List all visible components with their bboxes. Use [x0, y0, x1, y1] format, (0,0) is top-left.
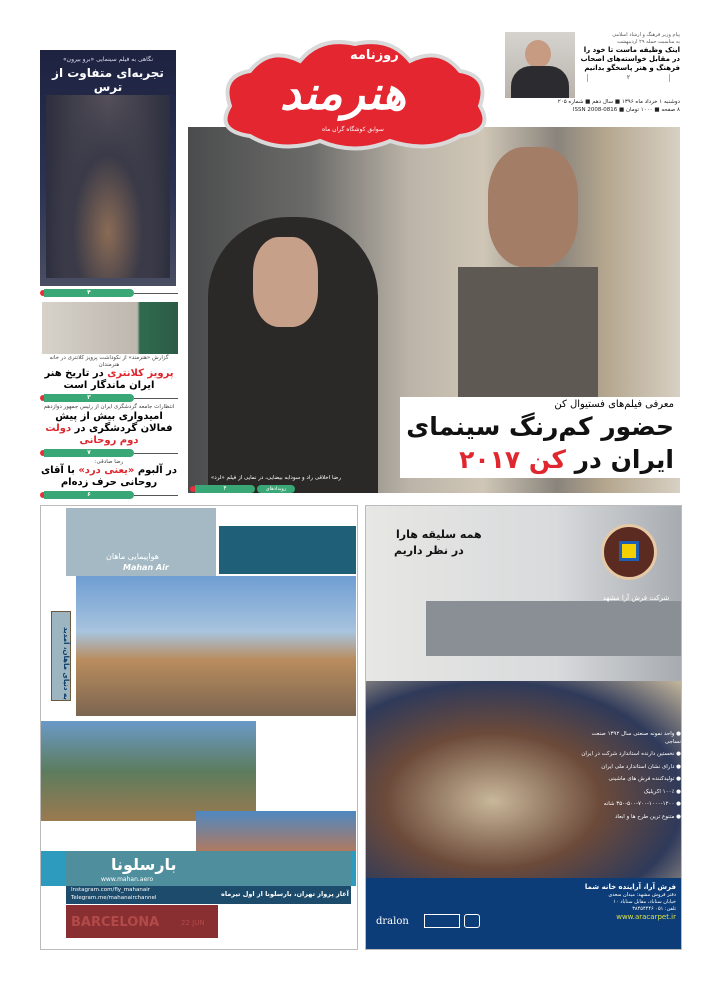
main-photo-caption: رضا اخلاقی راد و سودابه بیضایی، در نمایی از فیلم «لرد»: [210, 475, 341, 481]
mahan-air-ad[interactable]: هواپیمایی ماهان Mahan Air به دنیای ماهان، آمدید بارسلونا www.mahan.aero Instagram.com/fly_mahanair Telegram.me/mahanairchannel آغاز پرواز تهران، بارسلونا از اول تیرماه BARCELONA 22 JUN: [40, 505, 358, 950]
standard-icon: [464, 914, 480, 928]
poster-kicker: نگاهی به فیلم سینمایی «برو بیرون»: [63, 56, 153, 63]
story-kalantari[interactable]: گزارش «هنرمند» از نکوداشت پرویز کلانتری در خانه هنرمندان پرویز کلانتری در تاریخ هنر ایران ماندگار است: [44, 355, 174, 391]
aracarpet-ad[interactable]: همه سلیقه هارا در نظر داریم شرکت فرش آرا مشهد ● واحد نمونه صنعتی سال ۱۳۹۲ صنعت نساجی ● نخستین دارنده استاندارد شرکت در ایران ● دارای نشان استاندارد ملی ایران ● تولیدکننده فرش های ماشینی ● ۱۰۰٪ اکریلیک ● ۳۵۰-۵۰۰-۷۰۰-۱۰۰۰-۱۲۰۰ شانه ● متنوع ترین طرح ها و ابعاد فرش آرا، آراینده خانه شما دفتر فروش مشهد: میدان سعدی خیابان سناباد، مقابل سناباد ۱۰ تلفن: ۰۵۱ ۳۸۴۵۴۴۴۶ www.aracarpet.ir dralon: [365, 505, 682, 950]
top-story[interactable]: پیام وزیر فرهنگ و ارشاد اسلامی به مناسبت حمله ۲۹ اردیبهشت اینک وظیفه ماست تا خود را در مقابل خواسته‌های اصحاب فرهنگ و هنر پاسخگو بدانیم ۲: [580, 32, 680, 81]
main-headline-box: معرفی فیلم‌های فستیوال کن حضور کم‌رنگ سینمای ایران در کن ۲۰۱۷: [400, 397, 680, 478]
top-right-block: [505, 32, 680, 114]
poster-title: تجربه‌ای متفاوت از ترس: [52, 66, 164, 94]
kalantari-photo: [42, 302, 178, 354]
sidebar-column: [40, 288, 178, 500]
certification-icon: [424, 914, 460, 928]
carpet-features: ● واحد نمونه صنعتی سال ۱۳۹۲ صنعت نساجی ● نخستین دارنده استاندارد شرکت در ایران ● دارای نشان استاندارد ملی ایران ● تولیدکننده فرش های ماشینی ● ۱۰۰٪ اکریلیک ● ۳۵۰-۵۰۰-۷۰۰-۱۰۰۰-۱۲۰۰ شانه ● متنوع ترین طرح ها و ابعاد: [581, 731, 681, 820]
page-marker: ۶: [40, 490, 178, 500]
aracarpet-logo-icon: [601, 524, 657, 580]
page-marker: ۳: [40, 393, 178, 403]
story-tourism[interactable]: انتظارات جامعه گردشگری ایران از رئیس جمهور دوازدهم امیدواری بیش از پیش فعالان گردشگری در دولت دوم روحانی: [43, 404, 175, 446]
main-headline-1: حضور کم‌رنگ سینمای: [406, 412, 674, 441]
story-sadeghi[interactable]: رضا صادقی: در آلبوم «یعنی درد» با آقای روحانی حرف زده‌ام: [40, 458, 178, 488]
main-kicker: معرفی فیلم‌های فستیوال کن: [554, 399, 674, 410]
poster-image: [46, 95, 170, 278]
dralon-logo: dralon: [376, 916, 409, 927]
masthead-logo: روزنامه هنرمند سوابق کوشگاه گران ماه: [210, 36, 500, 154]
main-page-marker: ۴ رویدادهای: [190, 485, 295, 494]
issue-info-line1: دوشنبه ۱ خرداد ماه ۱۳۹۶ ■ سال دهم ■ شماره ۲۰۵: [557, 99, 680, 105]
page-marker: ۴: [40, 288, 178, 298]
issue-info-line2: ۸ صفحه ■ ۱۰۰۰ تومان ■ ISSN 2008-0816: [572, 107, 680, 113]
minister-photo: [505, 32, 575, 98]
main-photo-story[interactable]: [188, 127, 680, 493]
page-marker: ۷: [40, 448, 178, 458]
poster-story[interactable]: [40, 50, 176, 286]
